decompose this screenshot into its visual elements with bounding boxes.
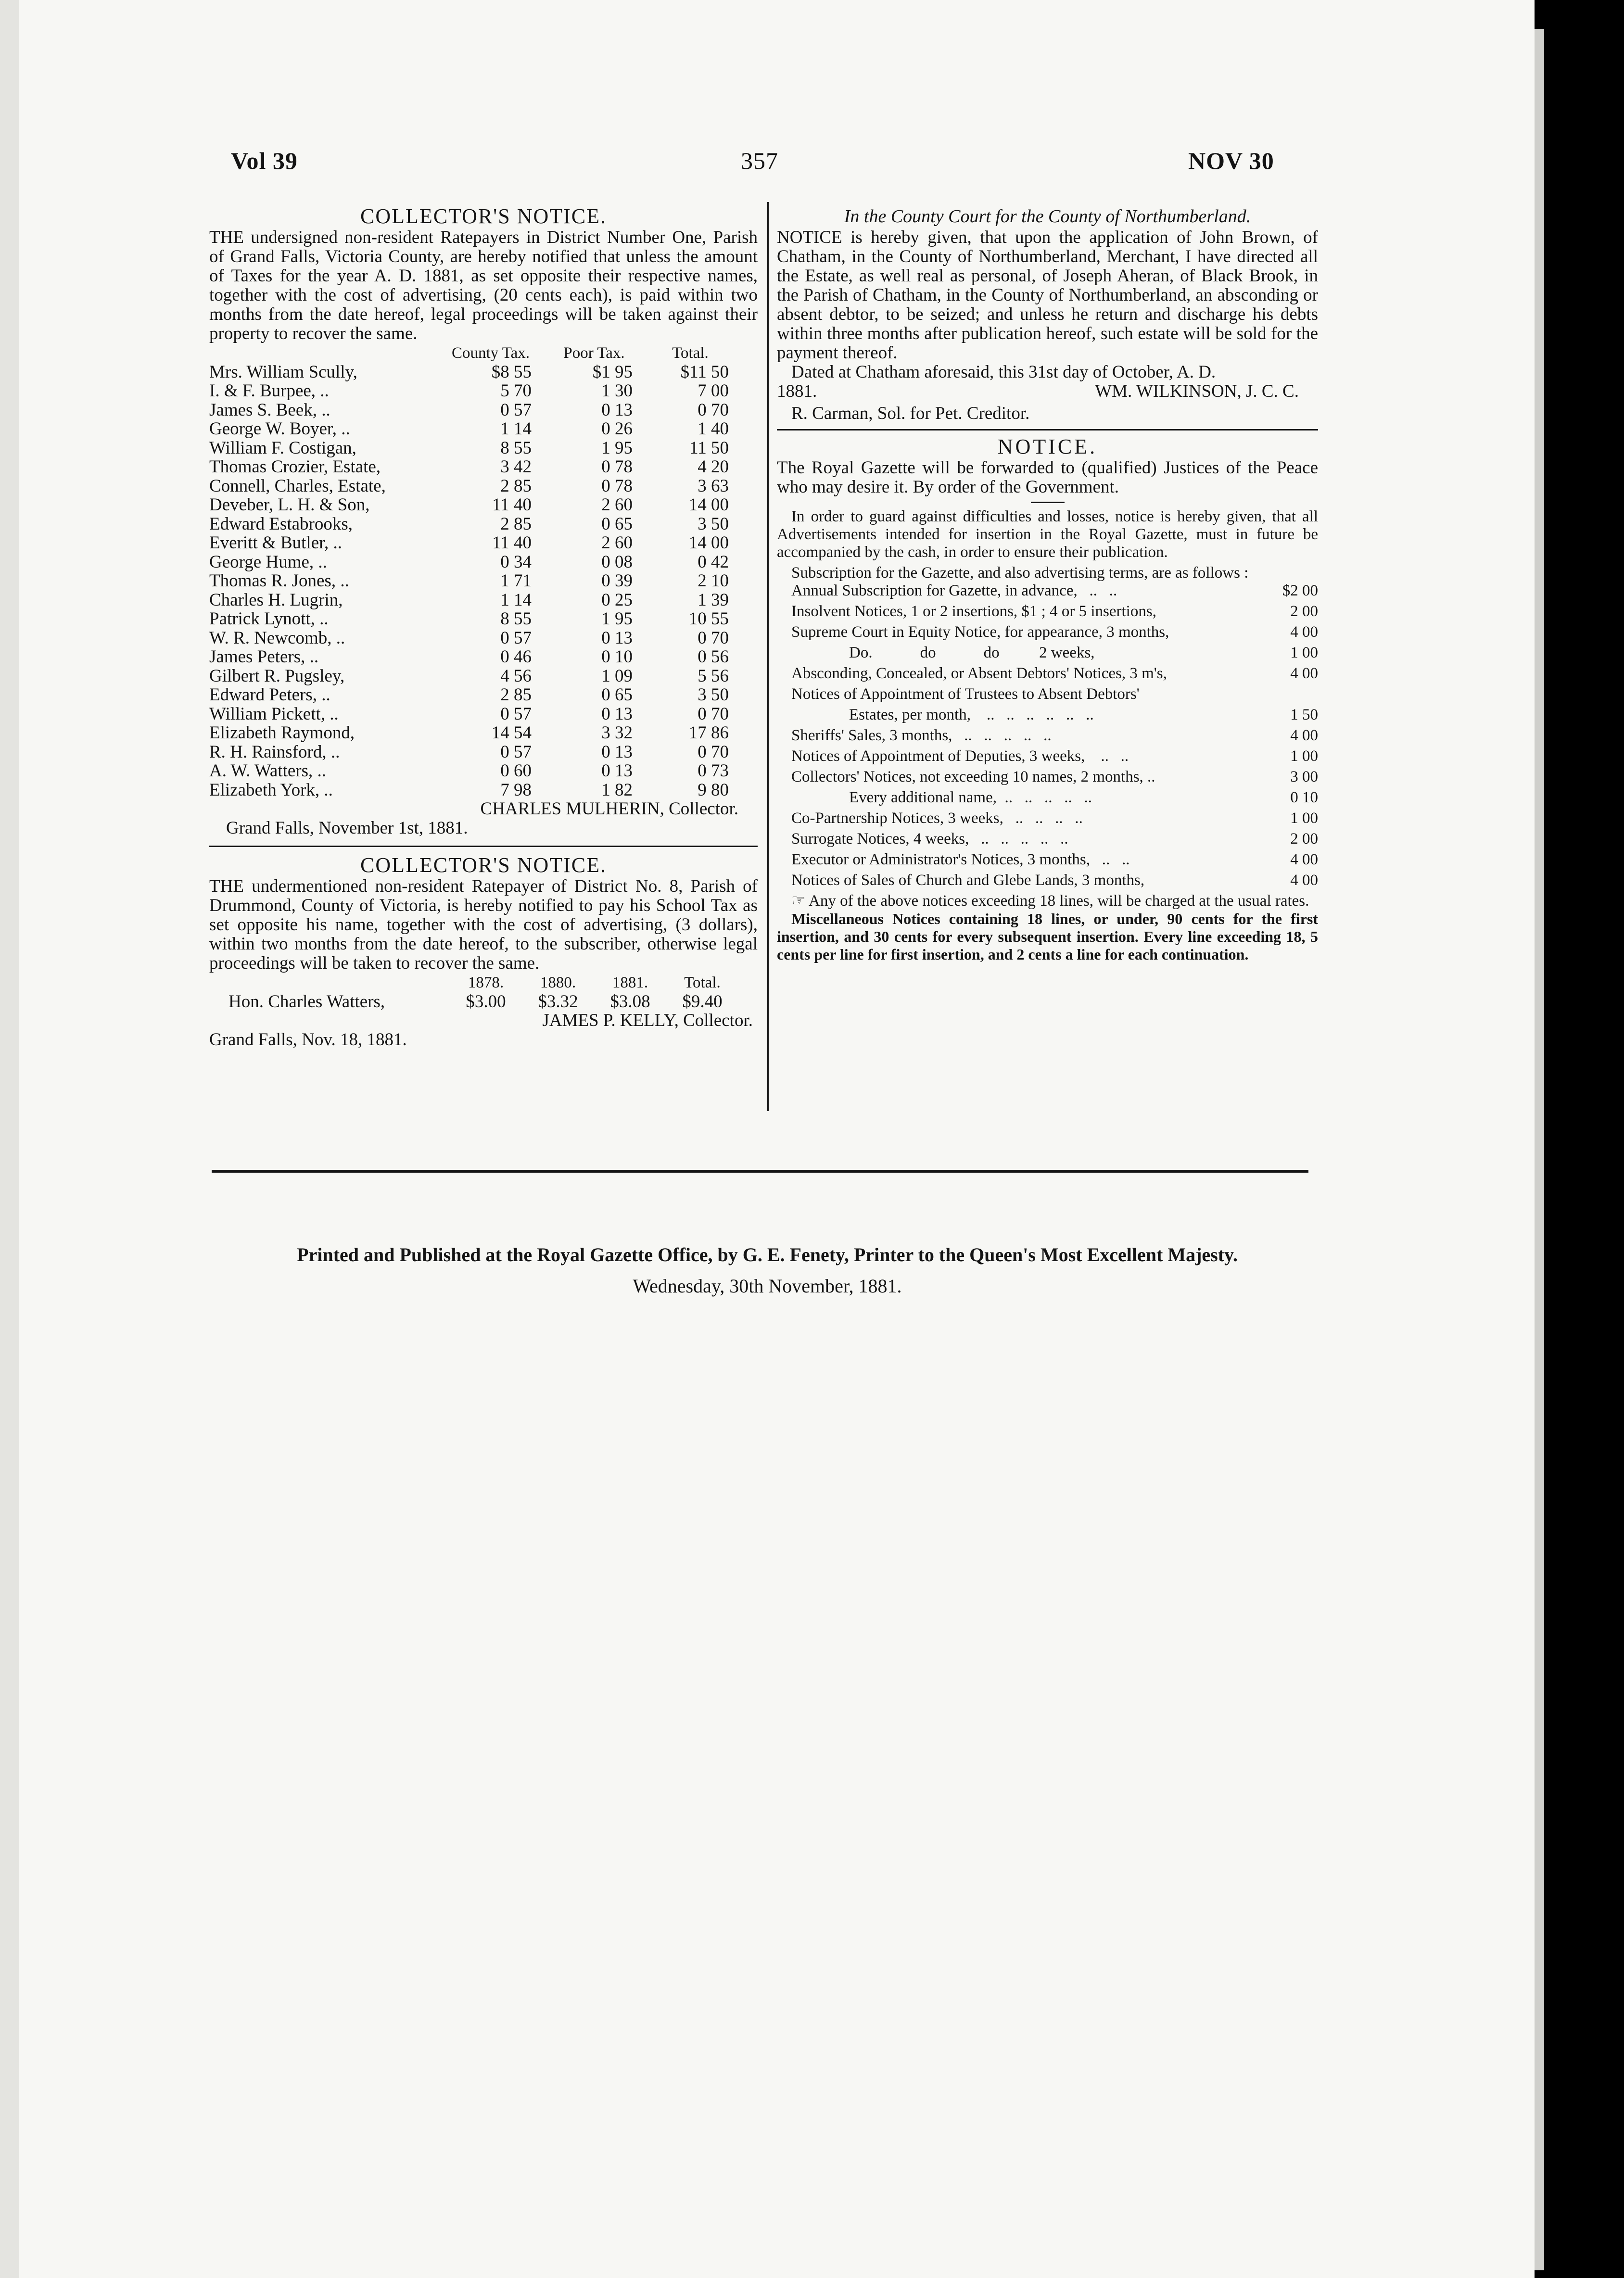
county-tax: 14 54 xyxy=(491,723,532,743)
notice1-title: COLLECTOR'S NOTICE. xyxy=(360,204,607,228)
total-tax: $11 50 xyxy=(680,362,729,382)
printer-imprint: Printed and Published at the Royal Gazette Office, by G. E. Fenety, Printer to the Queen's Most Excellent Majesty. xyxy=(297,1244,1238,1266)
publication-date: Wednesday, 30th November, 1881. xyxy=(633,1275,902,1297)
county-tax: 0 57 xyxy=(500,628,532,648)
poor-tax: 1 82 xyxy=(601,780,633,800)
notice2-place-date: Grand Falls, Nov. 18, 1881. xyxy=(209,1030,407,1050)
ratepayer-name: Thomas R. Jones, .. xyxy=(209,571,349,591)
term-value: 4 00 xyxy=(1290,727,1318,744)
total-tax: 4 20 xyxy=(698,457,729,477)
issue-date: NOV 30 xyxy=(1188,147,1274,174)
notice3-guard: In order to guard against difficulties and losses, notice is hereby given, that all Advertisements intended for insertion in the Royal Gazette, must in future be accompanied by the cash, in order to ensure their publication. xyxy=(777,508,1318,561)
county-tax: 0 34 xyxy=(500,552,532,572)
county-tax: 1 14 xyxy=(500,590,532,610)
notice3-extra-text: Any of the above notices exceeding 18 lines, will be charged at the usual rates. xyxy=(809,892,1309,910)
table-row xyxy=(209,609,758,629)
col-1881: 1881. xyxy=(612,974,648,991)
notice2-column-headers xyxy=(209,973,758,992)
notice1-body: THE undersigned non-resident Ratepayers in District Number One, Parish of Grand Falls, Victoria County, are hereby notified that unless the amount of Taxes for the year A. D. 1881, as set opposite their respective names, together with the cost of advertising, (20 cents each), is paid within two months from the date hereof, legal proceedings will be taken against their property to recover the same. xyxy=(209,228,758,343)
term-row xyxy=(777,851,1318,872)
court-year: 1881. xyxy=(777,381,817,401)
table-row xyxy=(209,419,758,439)
term-row xyxy=(777,747,1318,768)
ratepayer-name: R. H. Rainsford, .. xyxy=(209,742,340,762)
notice2-body: THE undermentioned non-resident Ratepayer of District No. 8, Parish of Drummond, County of Victoria, is hereby notified to pay his School Tax as set opposite his name, together with the cost of advertising, (3 dollars), within two months from the date hereof, to the subscriber, otherwise legal proceedings will be taken to recover the same. xyxy=(209,876,758,973)
term-label: Executor or Administrator's Notices, 3 months, .. .. xyxy=(791,851,1130,868)
county-tax: 2 85 xyxy=(500,685,532,705)
notice1-column-headers xyxy=(209,343,758,363)
total-tax: 3 50 xyxy=(698,685,729,705)
poor-tax: 0 13 xyxy=(601,704,633,724)
table-row xyxy=(209,363,758,382)
poor-tax: 1 30 xyxy=(601,381,633,401)
term-label: Notices of Appointment of Deputies, 3 weeks, .. .. xyxy=(791,747,1129,765)
court-title: In the County Court for the County of Northumberland. xyxy=(844,206,1251,227)
poor-tax: 0 65 xyxy=(601,514,633,534)
ratepayer-name: Elizabeth Raymond, xyxy=(209,723,355,743)
term-value: 0 10 xyxy=(1290,789,1318,806)
total-tax: 10 55 xyxy=(688,609,729,629)
term-label: Sheriffs' Sales, 3 months, .. .. .. .. .. xyxy=(791,727,1052,744)
total-tax: 7 00 xyxy=(698,381,729,401)
notice3-extra: ☞ Any of the above notices exceeding 18 lines, will be charged at the usual rates. xyxy=(791,892,1309,910)
col-total: Total. xyxy=(684,974,721,991)
term-row xyxy=(777,623,1318,644)
county-tax: 0 46 xyxy=(500,647,532,667)
county-tax: 0 57 xyxy=(500,704,532,724)
poor-tax: 0 78 xyxy=(601,457,633,477)
county-tax: 4 56 xyxy=(500,666,532,686)
term-row xyxy=(777,830,1318,851)
table-row xyxy=(209,571,758,591)
term-row xyxy=(777,665,1318,685)
ratepayer-name: Edward Estabrooks, xyxy=(209,514,353,534)
table-row xyxy=(209,553,758,572)
court-signature-line xyxy=(777,382,1318,401)
total-tax: 2 10 xyxy=(698,571,729,591)
county-tax: $8 55 xyxy=(491,362,532,382)
notice2-title: COLLECTOR'S NOTICE. xyxy=(360,853,607,877)
total-tax: 0 70 xyxy=(698,742,729,762)
term-label: Surrogate Notices, 4 weeks, .. .. .. .. .. xyxy=(791,830,1068,848)
term-value: 1 50 xyxy=(1290,706,1318,723)
table-row xyxy=(209,647,758,667)
table-row xyxy=(209,401,758,420)
poor-tax: 0 26 xyxy=(601,419,633,439)
term-value: 2 00 xyxy=(1290,830,1318,848)
left-column xyxy=(209,204,758,1050)
term-row xyxy=(777,727,1318,747)
ratepayer-name: Edward Peters, .. xyxy=(209,685,330,705)
total-tax: 3 63 xyxy=(698,476,729,496)
table-row xyxy=(209,781,758,800)
table-row xyxy=(209,667,758,686)
notice1-signature: CHARLES MULHERIN, Collector. xyxy=(480,799,738,819)
term-row xyxy=(777,872,1318,892)
term-label: Co-Partnership Notices, 3 weeks, .. .. .. .. xyxy=(791,810,1083,827)
short-divider xyxy=(1031,502,1065,503)
section-rule xyxy=(777,429,1318,430)
page-bottom-rule xyxy=(212,1170,1308,1173)
poor-tax: 1 95 xyxy=(601,438,633,458)
term-label: Notices of Appointment of Trustees to Absent Debtors' xyxy=(791,685,1140,703)
poor-tax: 0 78 xyxy=(601,476,633,496)
ratepayer-name: Patrick Lynott, .. xyxy=(209,609,329,629)
column-divider xyxy=(767,202,769,1111)
term-value: 4 00 xyxy=(1290,851,1318,868)
poor-tax: 1 95 xyxy=(601,609,633,629)
section-rule xyxy=(209,846,758,847)
ratepayer-name: Deveber, L. H. & Son, xyxy=(209,495,370,515)
term-row xyxy=(777,706,1318,727)
term-label: Insolvent Notices, 1 or 2 insertions, $1 ; 4 or 5 insertions, xyxy=(791,603,1156,620)
ratepayer-name: Hon. Charles Watters, xyxy=(228,991,385,1012)
table-row xyxy=(209,457,758,477)
ratepayer-name: William Pickett, .. xyxy=(209,704,339,724)
notice3-body: The Royal Gazette will be forwarded to (qualified) Justices of the Peace who may desire it. By order of the Government. xyxy=(777,458,1318,497)
ratepayer-name: James S. Beek, .. xyxy=(209,400,330,420)
term-label: Notices of Sales of Church and Glebe Lands, 3 months, xyxy=(791,872,1145,889)
term-row xyxy=(777,810,1318,830)
table-row xyxy=(209,439,758,458)
term-label: Absconding, Concealed, or Absent Debtors' Notices, 3 m's, xyxy=(791,665,1167,682)
total-tax: 0 70 xyxy=(698,400,729,420)
ratepayer-name: George W. Boyer, .. xyxy=(209,419,350,439)
term-row xyxy=(777,685,1318,706)
total-tax: 0 56 xyxy=(698,647,729,667)
total-tax: 0 70 xyxy=(698,628,729,648)
poor-tax: 3 32 xyxy=(601,723,633,743)
poor-tax: $1 95 xyxy=(592,362,633,382)
ratepayer-name: Thomas Crozier, Estate, xyxy=(209,457,381,477)
poor-tax: 0 25 xyxy=(601,590,633,610)
ratepayer-name: Charles H. Lugrin, xyxy=(209,590,343,610)
term-label: Estates, per month, .. .. .. .. .. .. xyxy=(849,706,1094,723)
ratepayer-name: Everitt & Butler, .. xyxy=(209,533,342,553)
county-tax: 8 55 xyxy=(500,609,532,629)
notice3-terms-intro: Subscription for the Gazette, and also advertising terms, are as follows : xyxy=(791,564,1249,582)
term-label: Supreme Court in Equity Notice, for appearance, 3 months, xyxy=(791,623,1169,641)
term-row xyxy=(777,603,1318,623)
court-dated: Dated at Chatham aforesaid, this 31st day of October, A. D. xyxy=(791,362,1216,382)
ratepayer-name: A. W. Watters, .. xyxy=(209,761,326,781)
table-row xyxy=(209,515,758,534)
ratepayer-name: William F. Costigan, xyxy=(209,438,356,458)
term-value: 2 00 xyxy=(1290,603,1318,620)
table-row xyxy=(209,629,758,648)
ratepayer-name: Connell, Charles, Estate, xyxy=(209,476,386,496)
county-tax: 2 85 xyxy=(500,514,532,534)
total-tax: 14 00 xyxy=(688,533,729,553)
court-judge: WM. WILKINSON, J. C. C. xyxy=(1095,381,1299,401)
ratepayer-name: Mrs. William Scully, xyxy=(209,362,357,382)
poor-tax: 0 13 xyxy=(601,742,633,762)
total-tax: 1 39 xyxy=(698,590,729,610)
ratepayer-name: George Hume, .. xyxy=(209,552,327,572)
table-row xyxy=(209,591,758,610)
term-value: $2 00 xyxy=(1282,582,1318,599)
notice2-row xyxy=(209,992,758,1012)
poor-tax: 0 10 xyxy=(601,647,633,667)
total-tax: 1 40 xyxy=(698,419,729,439)
term-label: Collectors' Notices, not exceeding 10 names, 2 months, .. xyxy=(791,768,1155,785)
notice2-signature: JAMES P. KELLY, Collector. xyxy=(542,1011,753,1030)
poor-tax: 0 08 xyxy=(601,552,633,572)
total-tax: 3 50 xyxy=(698,514,729,534)
county-tax: 1 71 xyxy=(500,571,532,591)
term-value: 3 00 xyxy=(1290,768,1318,785)
county-tax: 11 40 xyxy=(492,495,532,515)
tax-1878: $3.00 xyxy=(466,991,506,1012)
advertising-terms xyxy=(777,582,1318,892)
total-tax: 5 56 xyxy=(698,666,729,686)
term-value: 1 00 xyxy=(1290,644,1318,661)
term-value: 4 00 xyxy=(1290,623,1318,641)
poor-tax: 1 09 xyxy=(601,666,633,686)
term-label: Do. do do 2 weeks, xyxy=(849,644,1095,661)
table-row xyxy=(209,743,758,762)
notice3-title: NOTICE. xyxy=(997,435,1098,458)
term-label: Every additional name, .. .. .. .. .. xyxy=(849,789,1092,806)
poor-tax: 0 13 xyxy=(601,400,633,420)
col-total: Total. xyxy=(672,344,709,362)
notice3-misc: Miscellaneous Notices containing 18 lines, or under, 90 cents for the first insertion, and 30 cents for every subsequent insertion. Every line exceeding 18, 5 cents per line for first insertion, and 2 cents a line for each continuation. xyxy=(777,910,1318,963)
county-tax: 11 40 xyxy=(492,533,532,553)
table-row xyxy=(209,685,758,705)
county-tax: 3 42 xyxy=(500,457,532,477)
county-tax: 0 57 xyxy=(500,400,532,420)
volume-number: Vol 39 xyxy=(231,147,298,174)
table-row xyxy=(209,705,758,724)
term-row xyxy=(777,582,1318,603)
total-tax: 9 80 xyxy=(698,780,729,800)
tax-total: $9.40 xyxy=(682,991,723,1012)
tax-1880: $3.32 xyxy=(538,991,578,1012)
total-tax: 0 70 xyxy=(698,704,729,724)
ratepayer-name: I. & F. Burpee, .. xyxy=(209,381,329,401)
poor-tax: 0 39 xyxy=(601,571,633,591)
term-value: 1 00 xyxy=(1290,747,1318,765)
poor-tax: 0 65 xyxy=(601,685,633,705)
total-tax: 14 00 xyxy=(688,495,729,515)
right-column xyxy=(777,207,1318,963)
ratepayer-name: Gilbert R. Pugsley, xyxy=(209,666,345,686)
total-tax: 11 50 xyxy=(689,438,729,458)
table-row xyxy=(209,495,758,515)
county-tax: 2 85 xyxy=(500,476,532,496)
term-value xyxy=(1260,685,1318,706)
term-row xyxy=(777,644,1318,665)
term-value: 4 00 xyxy=(1290,872,1318,889)
page-binding-edge xyxy=(0,0,19,2278)
county-tax: 8 55 xyxy=(500,438,532,458)
table-row xyxy=(209,381,758,401)
total-tax: 17 86 xyxy=(688,723,729,743)
table-row xyxy=(209,761,758,781)
col-1880: 1880. xyxy=(540,974,576,991)
county-tax: 0 60 xyxy=(500,761,532,781)
notice1-tax-table xyxy=(209,363,758,800)
col-county-tax: County Tax. xyxy=(451,344,530,362)
table-row xyxy=(209,723,758,743)
county-tax: 1 14 xyxy=(500,419,532,439)
table-row xyxy=(209,533,758,553)
court-body: NOTICE is hereby given, that upon the application of John Brown, of Chatham, in the County of Northumberland, Merchant, I have directed all the Estate, as well real as personal, of Joseph Aheran, of Black Brook, in the Parish of Chatham, in the County of Northumberland, an absconding or absent debtor, to be seized; and unless he return and discharge his debts within three months after publication hereof, such estate will be sold for the payment thereof. xyxy=(777,228,1318,363)
court-solicitor: R. Carman, Sol. for Pet. Creditor. xyxy=(791,404,1030,423)
term-label: Annual Subscription for Gazette, in advance, .. .. xyxy=(791,582,1117,599)
total-tax: 0 42 xyxy=(698,552,729,572)
ratepayer-name: Elizabeth York, .. xyxy=(209,780,333,800)
poor-tax: 2 60 xyxy=(601,495,633,515)
col-poor-tax: Poor Tax. xyxy=(563,344,625,362)
term-value: 1 00 xyxy=(1290,810,1318,827)
county-tax: 0 57 xyxy=(500,742,532,762)
total-tax: 0 73 xyxy=(698,761,729,781)
county-tax: 5 70 xyxy=(500,381,532,401)
term-row xyxy=(777,789,1318,810)
county-tax: 7 98 xyxy=(500,780,532,800)
poor-tax: 2 60 xyxy=(601,533,633,553)
term-row xyxy=(777,768,1318,789)
page-number: 357 xyxy=(741,147,778,174)
col-1878: 1878. xyxy=(468,974,504,991)
tax-1881: $3.08 xyxy=(610,991,650,1012)
page-shadow xyxy=(1535,29,1544,2270)
poor-tax: 0 13 xyxy=(601,761,633,781)
ratepayer-name: James Peters, .. xyxy=(209,647,319,667)
term-value: 4 00 xyxy=(1290,665,1318,682)
notice1-place-date: Grand Falls, November 1st, 1881. xyxy=(226,818,468,838)
poor-tax: 0 13 xyxy=(601,628,633,648)
table-row xyxy=(209,477,758,496)
ratepayer-name: W. R. Newcomb, .. xyxy=(209,628,345,648)
